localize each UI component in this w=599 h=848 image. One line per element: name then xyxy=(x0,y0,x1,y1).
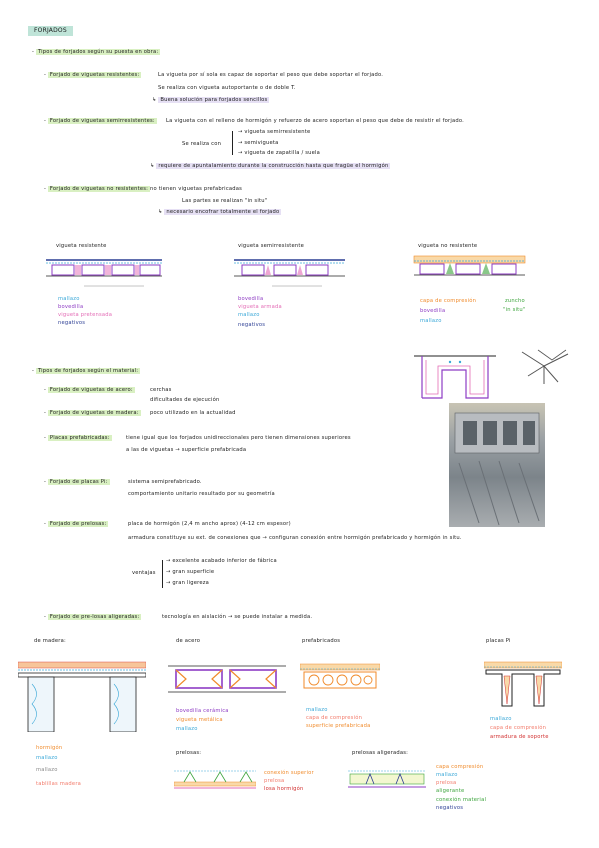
madera-text1: poco utilizado en la actualidad xyxy=(150,410,236,416)
noresist-label: - Forjado de viguetas no resistentes: xyxy=(44,186,149,192)
placas-leg3: armadura de soporte xyxy=(490,734,549,740)
madera-title: de madera: xyxy=(34,638,66,644)
prelosas-leg2: prelosa xyxy=(264,778,285,784)
ventajas-brace xyxy=(162,560,163,588)
alig-leg2: mallazo xyxy=(436,772,458,778)
madera-leg4: tablillas madera xyxy=(36,781,82,787)
diagram-acero xyxy=(168,664,286,694)
prefab-title: prefabricados xyxy=(302,638,341,644)
alig-leg4: aligerante xyxy=(436,788,465,794)
aligeradas-label: - Forjado de pre-losas aligeradas: xyxy=(44,614,140,620)
acero-text1: cerchas xyxy=(150,387,172,393)
sec2-heading: - Tipos de forjados según el material: xyxy=(32,368,139,374)
d3-leg1: capa de compresión xyxy=(420,298,477,304)
noresist-line2: Las partes se realizan "in situ" xyxy=(182,198,268,204)
diagram-prefabricados xyxy=(300,662,380,694)
madera-leg1: hormigón xyxy=(36,745,63,751)
placaspi-label: - Forjado de placas Pi: xyxy=(44,479,108,485)
alig-leg3: prelosa xyxy=(436,780,457,786)
ventajas-3: → gran ligereza xyxy=(166,580,210,586)
sec1-heading: - Tipos de forjados según su puesta en obra: xyxy=(32,49,159,55)
ventajas-1: → excelente acabado inferior de fábrica xyxy=(166,558,277,564)
noresist-line3: ↳ necesario encofrar totalmente el forjado xyxy=(158,209,280,215)
aligeradas-text1: tecnología en aislación → se puede instalar a medida. xyxy=(162,614,313,620)
hollow-slab-photo xyxy=(449,403,545,527)
ventajas-label: ventajas xyxy=(132,570,156,576)
prefab-leg1: mallazo xyxy=(306,707,328,713)
d2-leg1: bovedilla xyxy=(238,296,264,302)
prelosas-label: - Forjado de prelosas: xyxy=(44,521,107,527)
placasprefab-text2: a las de viguetas → superficie prefabricada xyxy=(126,447,247,453)
semi-opt1: → vigueta semirresistente xyxy=(238,129,311,135)
acero-leg3: mallazo xyxy=(176,726,198,732)
alig-leg5: conexión material xyxy=(436,797,487,803)
d3-leg2: bovedilla xyxy=(420,308,446,314)
diagram1-title: vigueta resistente xyxy=(56,243,107,249)
acero-leg2: vigueta metálica xyxy=(176,717,223,723)
resistentes-label: - Forjado de viguetas resistentes: xyxy=(44,72,140,78)
acero-title: de acero xyxy=(176,638,201,644)
diagram3-title: vigueta no resistente xyxy=(418,243,478,249)
d1-leg4: negativos xyxy=(58,320,86,326)
alig-leg6: negativos xyxy=(436,805,464,811)
d1-leg2: bovedilla xyxy=(58,304,84,310)
resistentes-line3: ↳ Buena solución para forjados sencillos xyxy=(152,97,268,103)
prefab-leg2: capa de compresión xyxy=(306,715,363,721)
acero-leg1: bovedilla cerámica xyxy=(176,708,229,714)
semi-line2: ↳ requiere de apuntalamiento durante la construcción hasta que fragüe el hormigón xyxy=(150,163,389,169)
resistentes-line1: La vigueta por sí sola es capaz de soportar el peso que debe soportar el forjado. xyxy=(158,72,384,78)
placaspi-text1: sistema semiprefabricado. xyxy=(128,479,202,485)
acero-text2: dificultades de ejecución xyxy=(150,397,220,403)
madera-label: - Forjado de viguetas de madera: xyxy=(44,410,139,416)
semi-brace xyxy=(232,131,233,155)
d2-leg2: vigueta armada xyxy=(238,304,282,310)
prelosas-text1: placa de hormigón (2,4 m ancho aprox) (4-12 cm espesor) xyxy=(128,521,291,527)
diagram-placas-pi xyxy=(484,660,562,708)
prelosas-title: prelosas: xyxy=(176,750,202,756)
pi-section-sketch xyxy=(414,350,496,400)
page-title: FORJADOS xyxy=(28,26,73,36)
diagram-vigueta-no-resistente xyxy=(412,252,527,292)
placas-title: placas Pi xyxy=(486,638,511,644)
d3-leg3: mallazo xyxy=(420,318,442,324)
d1-leg1: mallazo xyxy=(58,296,80,302)
semi-opt2: → semivigueta xyxy=(238,140,279,146)
diagram2-title: vigueta semirresistente xyxy=(238,243,304,249)
diagram-vigueta-semirresistente xyxy=(232,252,347,298)
diagram-prelosas-aligeradas xyxy=(348,768,426,790)
noresist-line1: no tienen viguetas prefabricadas xyxy=(150,186,243,192)
placaspi-text2: comportamiento unitario resultado por su geometría xyxy=(128,491,275,497)
diagram-prelosas xyxy=(174,768,256,790)
semi-line1: La vigueta con el relleno de hormigón y refuerzo de acero soportan el peso que debe de resistir el forjado. xyxy=(166,118,465,124)
placas-leg1: mallazo xyxy=(490,716,512,722)
ventajas-2: → gran superficie xyxy=(166,569,215,575)
prelosas-leg1: conexión superior xyxy=(264,770,314,776)
d2-leg3: mallazo xyxy=(238,312,260,318)
semi-opt3: → vigueta de zapatilla / suela xyxy=(238,150,321,156)
madera-leg2: mallazo xyxy=(36,755,58,761)
semi-label: - Forjado de viguetas semirresistentes: xyxy=(44,118,155,124)
prefab-leg3: superficie prefabricada xyxy=(306,723,371,729)
d1-leg3: vigueta pretensada xyxy=(58,312,113,318)
diagram-madera xyxy=(18,660,146,732)
aligeradas-title: prelosas aligeradas: xyxy=(352,750,409,756)
placasprefab-label: - Placas prefabricadas: xyxy=(44,435,110,441)
resistentes-line2: Se realiza con vigueta autoportante o de doble T. xyxy=(158,85,296,91)
alig-leg1: capa compresión xyxy=(436,764,484,770)
acero-label: - Forjado de viguetas de acero: xyxy=(44,387,133,393)
madera-leg3: mallazo xyxy=(36,767,58,773)
prelosas-leg3: losa hormigón xyxy=(264,786,304,792)
placasprefab-text1: tiene igual que los forjados unidireccionales pero tienen dimensiones superiores xyxy=(126,435,351,441)
d3-legr2: "in situ" xyxy=(503,307,526,313)
metal-joint-sketch xyxy=(518,346,574,386)
semi-se-realiza: Se realiza con xyxy=(182,141,222,147)
d2-leg4: negativos xyxy=(238,322,266,328)
diagram-vigueta-resistente xyxy=(44,252,164,298)
placas-leg2: capa de compresión xyxy=(490,725,547,731)
d3-legr1: zuncho xyxy=(505,298,525,304)
prelosas-text2: armadura constituye su ext. de conexiones que → configuran conexión entre hormigón prefabricado y hormigón in situ. xyxy=(128,535,462,541)
